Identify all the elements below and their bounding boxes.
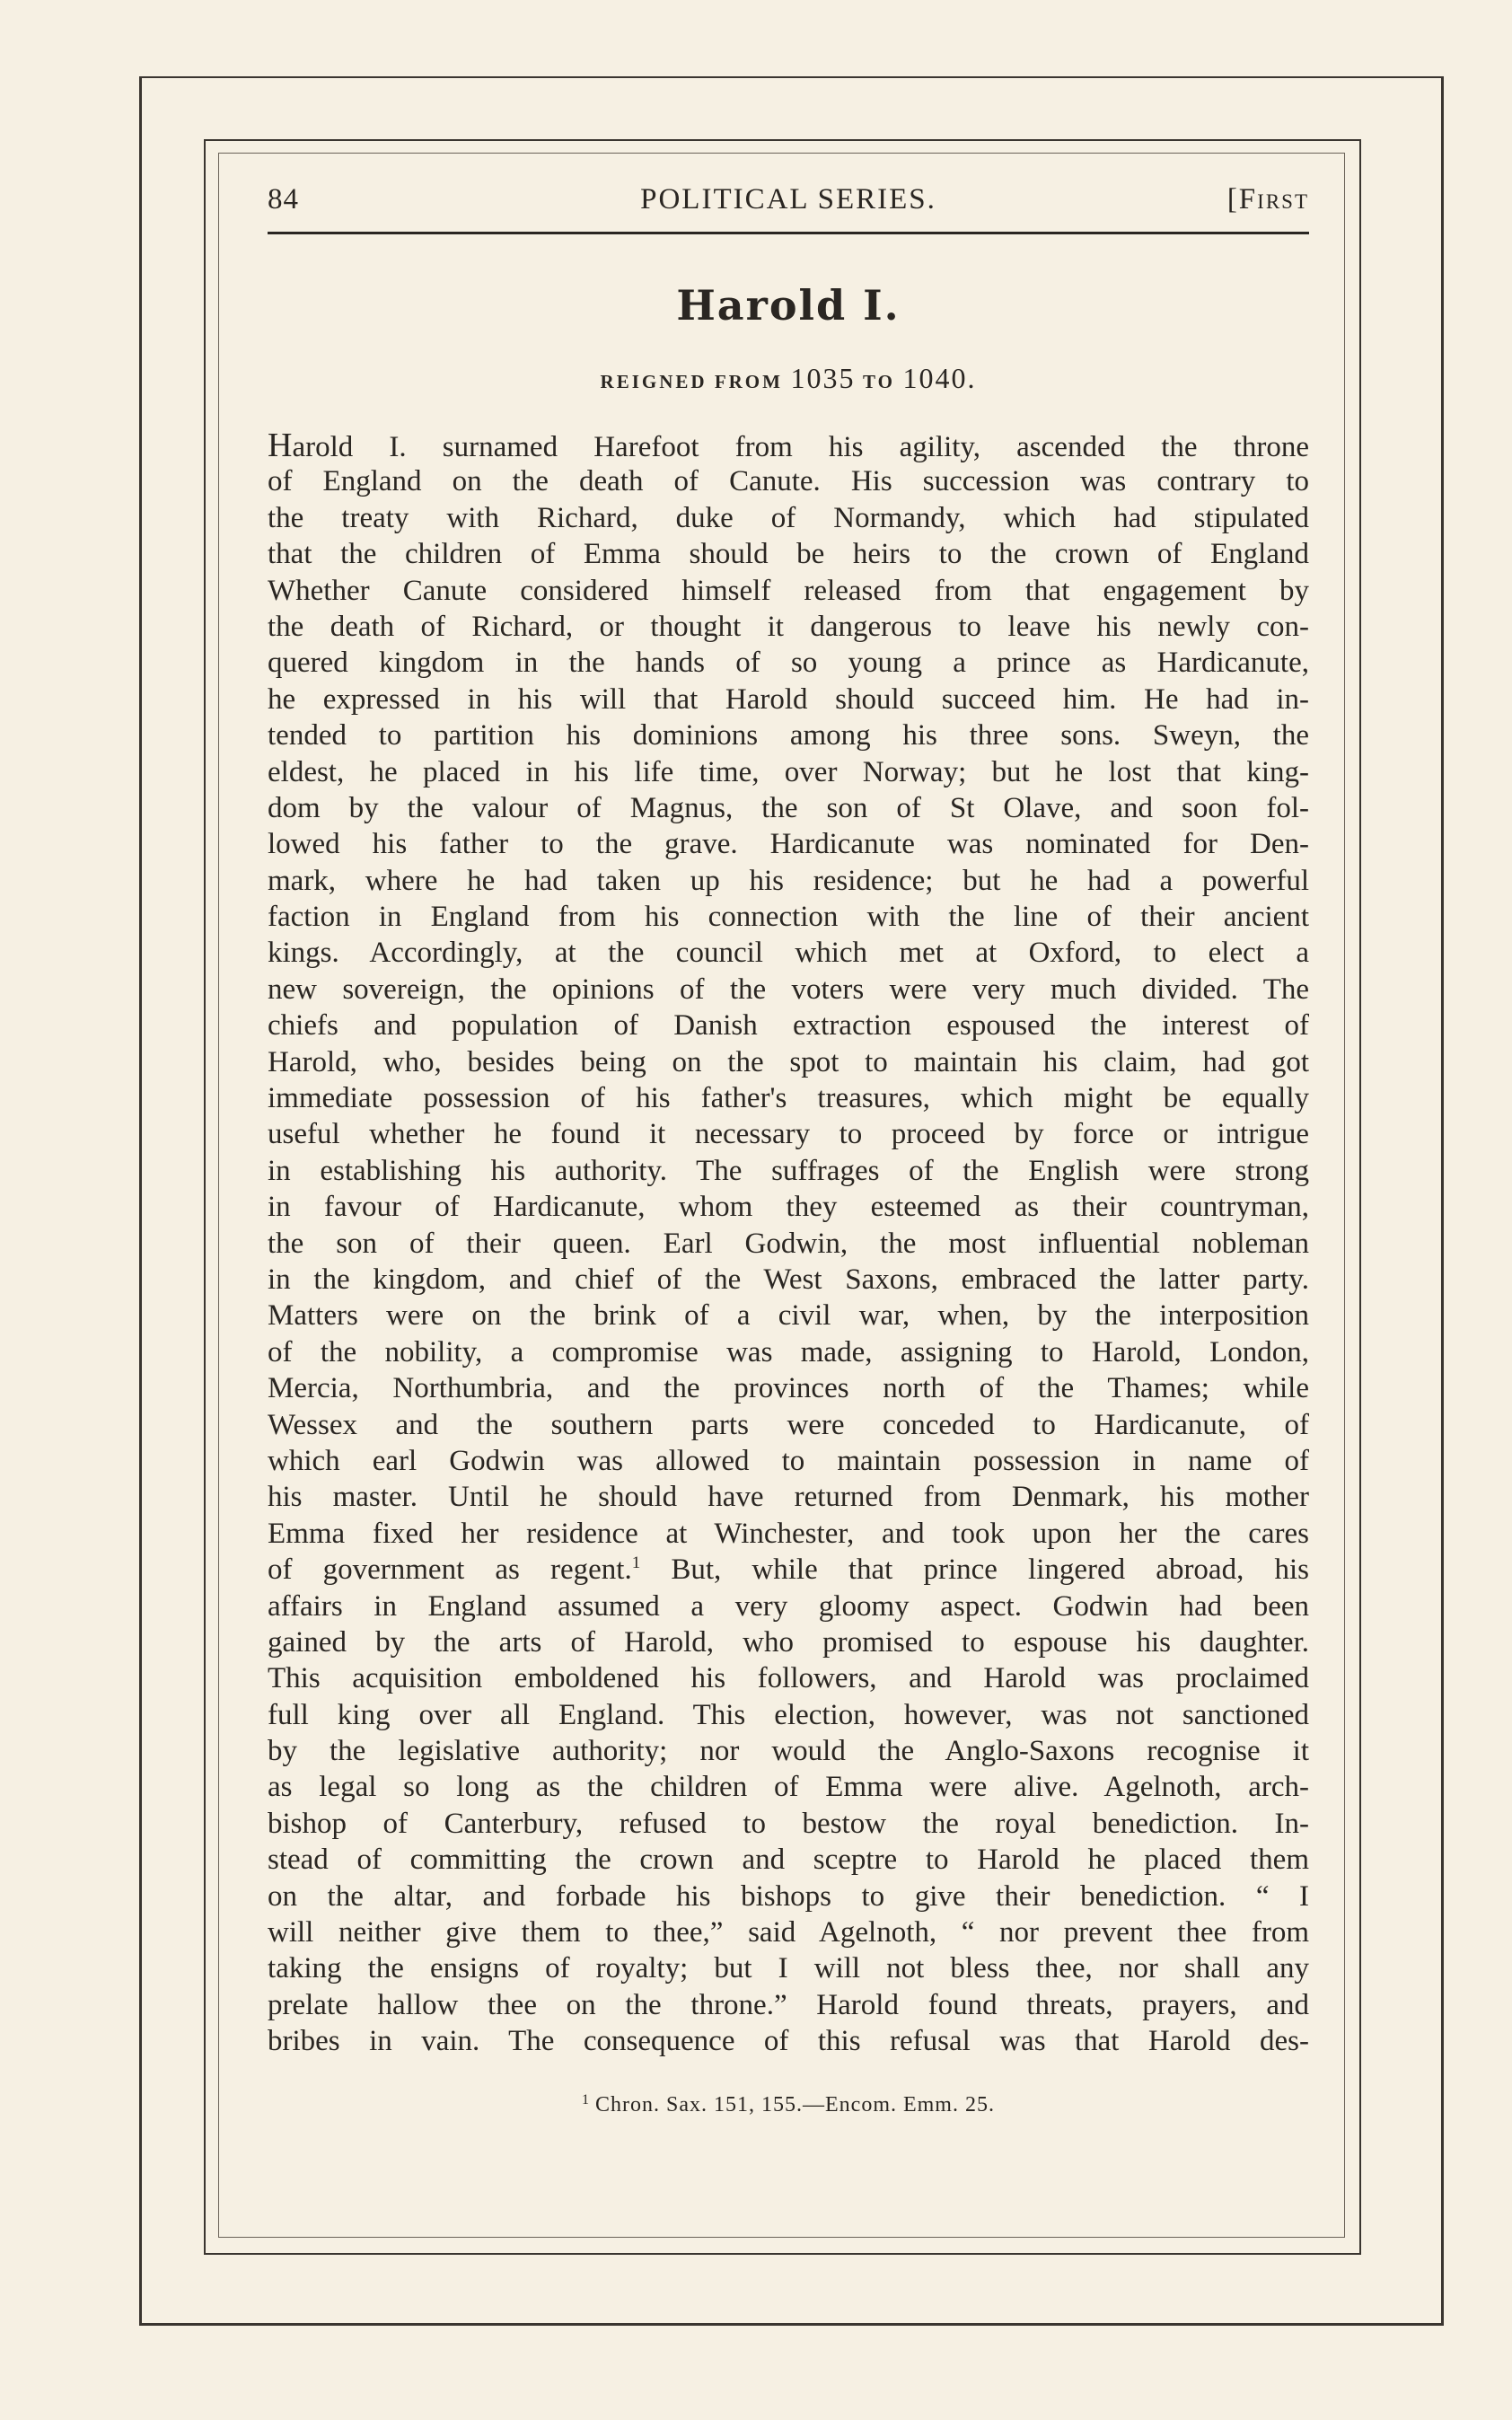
body-line: eldest, he placed in his life time, over Norway; but he lost that king- — [268, 755, 1309, 788]
running-head — [268, 180, 1309, 223]
body-line: by the legislative authority; nor would the Anglo-Saxons recognise it — [268, 1735, 1309, 1768]
footnote-text: Chron. Sax. 151, 155.—Encom. Emm. 25. — [595, 2092, 995, 2116]
body-line: that the children of Emma should be heirs to the crown of England — [268, 538, 1309, 571]
body-line: in favour of Hardicanute, whom they esteemed as their countryman, — [268, 1191, 1309, 1224]
body-paragraph — [268, 427, 1309, 2060]
body-line: of the nobility, a compromise was made, assigning to Harold, London, — [268, 1335, 1309, 1368]
chapter-title: Harold I. — [676, 281, 901, 330]
body-line: faction in England from his connection with the line of their ancient — [268, 901, 1309, 934]
body-line: he expressed in his will that Harold should succeed him. He had in- — [268, 682, 1309, 716]
reign-line — [268, 362, 1309, 395]
series-title: POLITICAL SERIES. — [640, 183, 936, 216]
body-line: in establishing his authority. The suffrages of the English were strong — [268, 1154, 1309, 1187]
body-line: chiefs and population of Danish extraction espoused the interest of — [268, 1009, 1309, 1043]
footnote-mark: 1 — [582, 2091, 590, 2108]
body-line: the son of their queen. Earl Godwin, the most influential nobleman — [268, 1227, 1309, 1260]
body-line: Harold I. surnamed Harefoot from his agility, ascended the throne — [268, 427, 1309, 464]
body-line: of government as regent.$^1$ But, while that prince lingered abroad, his — [268, 1553, 1309, 1587]
body-line: new sovereign, the opinions of the voters were very much divided. The — [268, 972, 1309, 1006]
header-rule — [268, 232, 1309, 234]
body-line: dom by the valour of Magnus, the son of St Olave, and soon fol- — [268, 791, 1309, 824]
body-line: Harold, who, besides being on the spot to maintain his claim, had got — [268, 1045, 1309, 1078]
body-line: as legal so long as the children of Emma were alive. Agelnoth, arch- — [268, 1771, 1309, 1804]
footnote — [268, 2092, 1309, 2117]
body-line: affairs in England assumed a very gloomy aspect. Godwin had been — [268, 1589, 1309, 1623]
body-line: bribes in vain. The consequence of this refusal was that Harold des- — [268, 2025, 1309, 2058]
body-line: the treaty with Richard, duke of Normandy, which had stipulated — [268, 501, 1309, 534]
body-line: This acquisition emboldened his followers, and Harold was proclaimed — [268, 1662, 1309, 1695]
body-line: quered kingdom in the hands of so young a prince as Hardicanute, — [268, 647, 1309, 680]
body-line: which earl Godwin was allowed to maintain possession in name of — [268, 1444, 1309, 1477]
body-line: Whether Canute considered himself released from that engagement by — [268, 574, 1309, 607]
body-line: his master. Until he should have returned from Denmark, his mother — [268, 1481, 1309, 1514]
section-marker: [First — [1226, 183, 1309, 216]
page-number: 84 — [268, 183, 299, 216]
footnote-reference: 1 — [631, 1553, 641, 1573]
body-line: taking the ensigns of royalty; but I will not bless thee, nor shall any — [268, 1952, 1309, 1985]
body-line: gained by the arts of Harold, who promised to espouse his daughter. — [268, 1625, 1309, 1659]
body-line: immediate possession of his father's treasures, which might be equally — [268, 1082, 1309, 1115]
body-line: of England on the death of Canute. His succession was contrary to — [268, 465, 1309, 498]
body-line: useful whether he found it necessary to proceed by force or intrigue — [268, 1118, 1309, 1151]
body-line: the death of Richard, or thought it dangerous to leave his newly con- — [268, 610, 1309, 643]
body-line: Emma fixed her residence at Winchester, and took upon her the cares — [268, 1517, 1309, 1550]
body-line: will neither give them to thee,” said Agelnoth, “ nor prevent thee from — [268, 1916, 1309, 1949]
body-line: Matters were on the brink of a civil war, when, by the interposition — [268, 1299, 1309, 1333]
reign-end-year: 1040. — [902, 362, 977, 394]
body-line: bishop of Canterbury, refused to bestow the royal benediction. In- — [268, 1807, 1309, 1840]
body-line: prelate hallow thee on the throne.” Harold found threats, prayers, and — [268, 1988, 1309, 2021]
body-line: Mercia, Northumbria, and the provinces north of the Thames; while — [268, 1372, 1309, 1405]
reign-start-year: 1035 — [790, 362, 856, 394]
body-line: in the kingdom, and chief of the West Saxons, embraced the latter party. — [268, 1263, 1309, 1296]
body-line: mark, where he had taken up his residence; but he had a powerful — [268, 864, 1309, 897]
body-line: lowed his father to the grave. Hardicanute was nominated for Den- — [268, 828, 1309, 861]
page-content — [268, 180, 1309, 2117]
body-line: stead of committing the crown and sceptre to Harold he placed them — [268, 1844, 1309, 1877]
reign-mid: TO — [862, 371, 895, 392]
body-line: Wessex and the southern parts were conceded to Hardicanute, of — [268, 1408, 1309, 1441]
body-line: tended to partition his dominions among his three sons. Sweyn, the — [268, 719, 1309, 752]
body-line: kings. Accordingly, at the council which met at Oxford, to elect a — [268, 937, 1309, 970]
body-line: on the altar, and forbade his bishops to give their benediction. “ I — [268, 1879, 1309, 1913]
reign-prefix: REIGNED FROM — [600, 371, 783, 392]
body-line: full king over all England. This election, however, was not sanctioned — [268, 1698, 1309, 1731]
